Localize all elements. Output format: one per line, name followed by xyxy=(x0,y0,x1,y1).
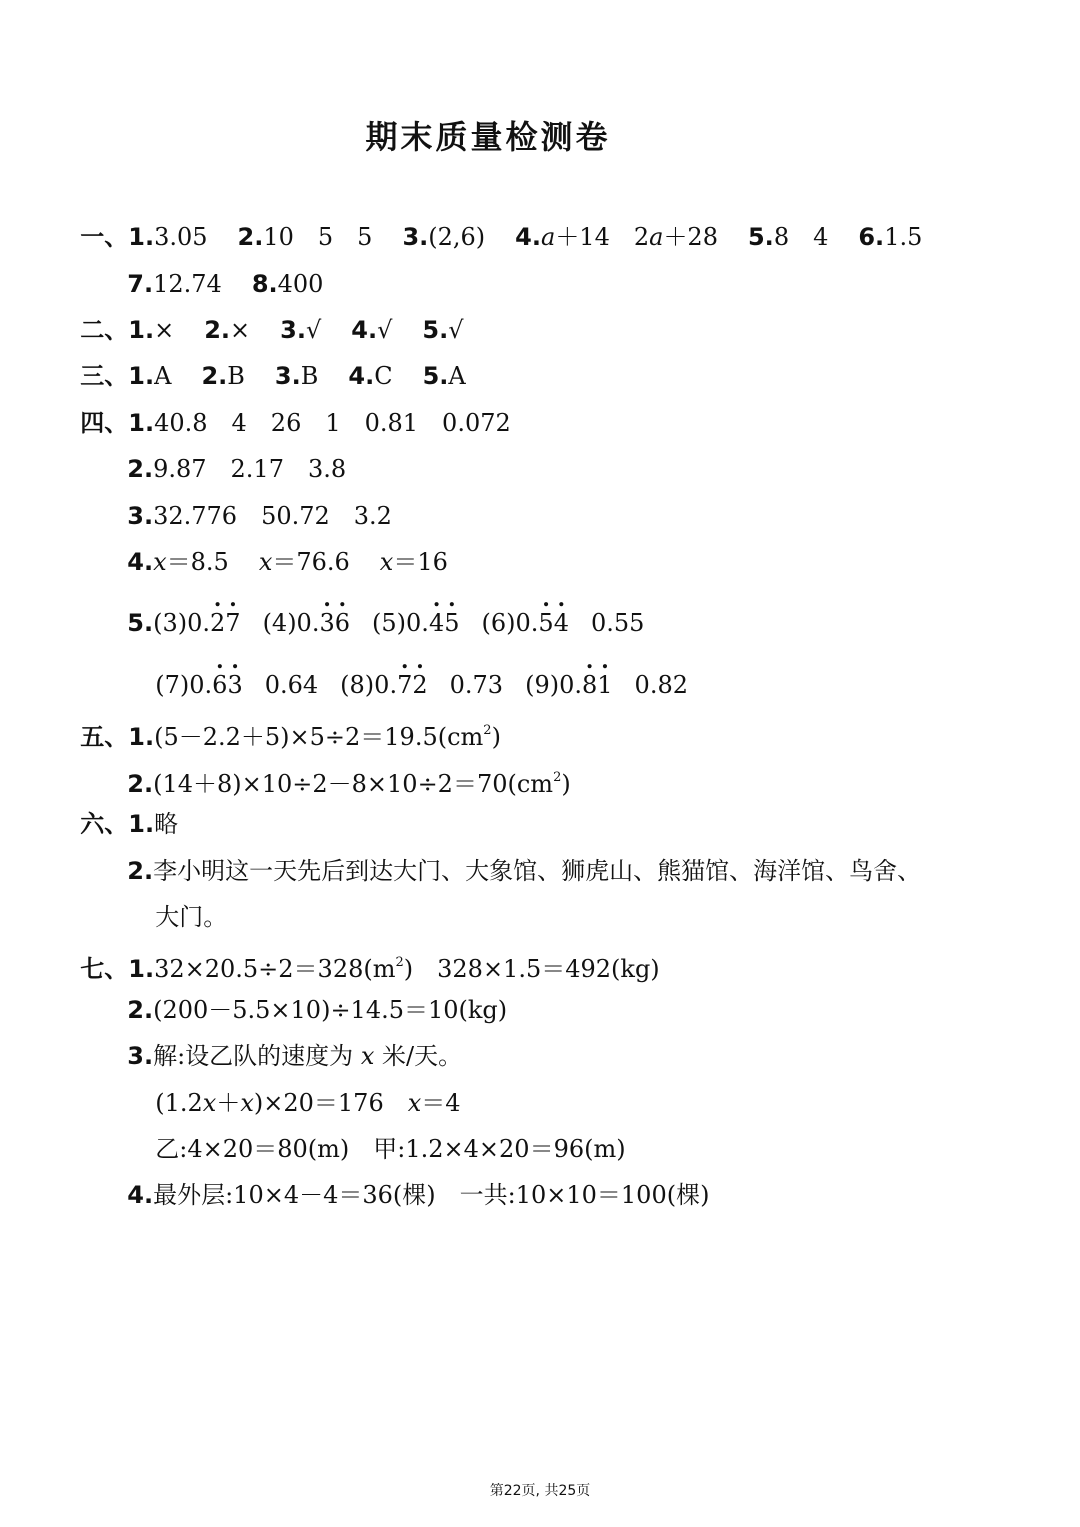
answer: × xyxy=(154,316,175,344)
item-number: 6. xyxy=(858,223,885,251)
repeating-digit: . 2 xyxy=(412,670,427,700)
answer: √ xyxy=(448,316,464,344)
item-number: 1. xyxy=(128,810,155,838)
answer: ) 328×1.5＝492(kg) xyxy=(403,955,660,983)
answer: A xyxy=(154,362,172,390)
item-number: 1. xyxy=(128,723,155,751)
answer: 解:设乙队的速度为 xyxy=(153,1042,361,1070)
item-number: 3. xyxy=(274,362,301,390)
variable: a xyxy=(649,223,664,251)
item-number: 5. xyxy=(422,362,449,390)
answer: (4)0. xyxy=(262,609,320,637)
section-label: 三、 xyxy=(80,362,129,390)
item-number: 7. xyxy=(127,270,154,298)
answer: (2,6) xyxy=(428,223,486,251)
answer: 10 5 5 xyxy=(263,223,373,251)
answer: × xyxy=(230,316,251,344)
item-number: 4. xyxy=(515,223,541,251)
item-number: 4. xyxy=(351,316,378,344)
section-label: 四、 xyxy=(80,409,129,437)
item-number: 3. xyxy=(402,223,429,251)
section-label: 二、 xyxy=(80,316,129,344)
item-number: 1. xyxy=(128,362,155,390)
answer: ＝76.6 xyxy=(272,548,350,576)
answer: (14＋8)×10÷2－8×10÷2＝70(cm xyxy=(153,770,554,798)
item-number: 1. xyxy=(128,316,155,344)
answer: )×20＝176 xyxy=(253,1089,408,1117)
item-number: 3. xyxy=(280,316,306,344)
answer: ＋14 2 xyxy=(555,223,650,251)
repeating-digit: . 3 xyxy=(227,670,242,700)
item-number: 1. xyxy=(128,223,155,251)
answer: 0.55 xyxy=(590,609,645,637)
answer: 12.74 xyxy=(153,270,222,298)
answer: ＋ xyxy=(216,1089,241,1117)
item-number: 3. xyxy=(127,1042,154,1070)
answer: B xyxy=(227,362,245,390)
item-number: 2. xyxy=(127,455,154,483)
answer: ＝4 xyxy=(421,1089,461,1117)
variable: x xyxy=(240,1089,254,1117)
answer: 最外层:10×4－4＝36(棵) 一共:10×10＝100(棵) xyxy=(153,1181,710,1209)
page-title: 期末质量检测卷 xyxy=(365,118,611,156)
repeating-digit: . 5 xyxy=(444,608,459,638)
answer: 32.776 50.72 3.2 xyxy=(153,502,392,530)
repeating-digit: . 4 xyxy=(554,608,569,638)
repeating-digit: . 8 xyxy=(582,670,597,700)
page-footer: 第22页, 共25页 xyxy=(489,1483,591,1499)
item-number: 5. xyxy=(422,316,449,344)
section-label: 五、 xyxy=(80,723,129,751)
variable: a xyxy=(541,223,556,251)
answer: (9)0. xyxy=(525,671,582,699)
variable: x xyxy=(258,548,273,576)
section-5-line-2 xyxy=(112,733,571,799)
item-number: 4. xyxy=(348,362,375,390)
answer: ＋28 xyxy=(663,223,718,251)
item-number: 3. xyxy=(127,502,154,530)
answer: 米/天。 xyxy=(374,1042,463,1070)
answer: 400 xyxy=(277,270,324,298)
answer: 40.8 4 26 1 0.81 0.072 xyxy=(154,409,511,437)
answer: C xyxy=(374,362,393,390)
variable: x xyxy=(379,548,394,576)
item-number: 2. xyxy=(204,316,231,344)
answer: (3)0. xyxy=(153,609,210,637)
answer: (5)0. xyxy=(372,609,429,637)
answer: ＝8.5 xyxy=(166,548,229,576)
section-label: 七、 xyxy=(80,955,129,983)
answer: (200－5.5×10)÷14.5＝10(kg) xyxy=(153,996,508,1024)
section-label: 一、 xyxy=(80,223,129,251)
repeating-digit: . 6 xyxy=(335,608,350,638)
item-number: 5. xyxy=(747,223,774,251)
superscript: 2 xyxy=(395,955,404,970)
answer: √ xyxy=(377,316,393,344)
answer: √ xyxy=(305,316,322,344)
item-number: 2. xyxy=(127,770,154,798)
answer: (8)0. xyxy=(340,671,398,699)
section-4-line-5 xyxy=(112,578,644,638)
answer: 0.64 xyxy=(264,671,319,699)
answer: 3.05 xyxy=(154,223,208,251)
repeating-digit: . 7 xyxy=(225,608,240,638)
answer: ) xyxy=(491,723,501,751)
answer: 略 xyxy=(154,810,179,838)
variable: x xyxy=(407,1089,422,1117)
answer: (7)0. xyxy=(155,671,213,699)
repeating-digit: . 3 xyxy=(319,608,334,638)
answer: (6)0. xyxy=(481,609,539,637)
answer: (1.2 xyxy=(155,1089,203,1117)
item-number: 5. xyxy=(127,609,154,637)
item-number: 8. xyxy=(251,270,278,298)
answer: ＝16 xyxy=(393,548,448,576)
item-number: 2. xyxy=(127,996,154,1024)
answer: ) xyxy=(561,770,571,798)
answer: (5－2.2＋5)×5÷2＝19.5(cm xyxy=(154,723,484,751)
section-4-line-4 xyxy=(112,517,448,577)
item-number: 2. xyxy=(237,223,264,251)
repeating-digit: . 6 xyxy=(212,670,227,700)
answer: 李小明这一天先后到达大门、大象馆、狮虎山、熊猫馆、海洋馆、鸟舍、 xyxy=(153,857,922,885)
section-6-line-2 xyxy=(112,826,921,886)
repeating-digit: . 5 xyxy=(538,608,553,638)
answer: 大门。 xyxy=(155,903,228,931)
repeating-digit: . 2 xyxy=(210,608,225,638)
answer: 乙:4×20＝80(m) 甲:1.2×4×20＝96(m) xyxy=(155,1135,626,1163)
item-number: 4. xyxy=(127,1181,154,1209)
variable: x xyxy=(360,1042,375,1070)
answer: 8 4 xyxy=(773,223,829,251)
answer: B xyxy=(300,362,319,390)
superscript: 2 xyxy=(483,723,492,738)
item-number: 1. xyxy=(128,409,155,437)
repeating-digit: . 1 xyxy=(597,670,612,700)
item-number: 2. xyxy=(127,857,154,885)
superscript: 2 xyxy=(553,770,562,785)
answer: 1.5 xyxy=(884,223,923,251)
answer: 32×20.5÷2＝328(m xyxy=(154,955,396,983)
variable: x xyxy=(202,1089,217,1117)
answer: 0.73 xyxy=(449,671,504,699)
item-number: 1. xyxy=(128,955,155,983)
item-number: 2. xyxy=(201,362,228,390)
variable: x xyxy=(153,548,167,576)
answer: 9.87 2.17 3.8 xyxy=(153,455,347,483)
section-7-line-6 xyxy=(112,1150,709,1210)
repeating-digit: . 7 xyxy=(397,670,412,700)
repeating-digit: . 4 xyxy=(429,608,444,638)
answer: A xyxy=(448,362,466,390)
section-label: 六、 xyxy=(80,810,129,838)
answer: 0.82 xyxy=(634,671,688,699)
item-number: 4. xyxy=(127,548,154,576)
